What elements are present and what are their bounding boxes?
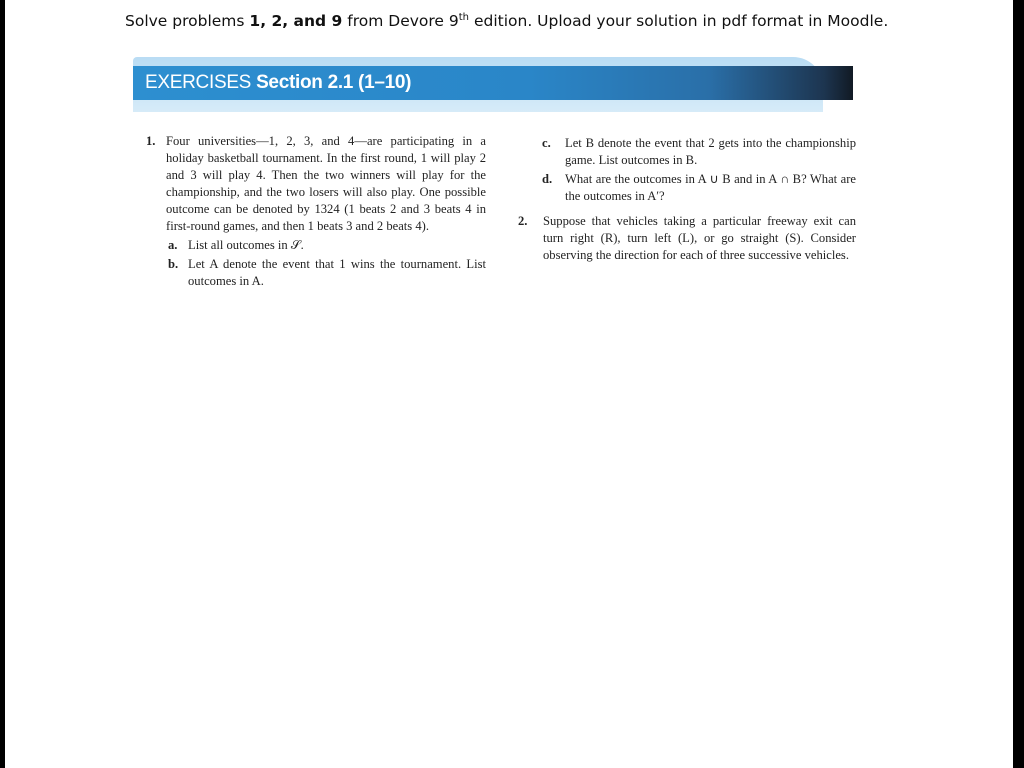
banner-exercises: EXERCISES — [145, 72, 252, 93]
part-c-text: Let B denote the event that 2 gets into the championship game. List outcomes in B. — [565, 136, 856, 167]
left-column — [146, 133, 486, 290]
spacer — [518, 205, 856, 213]
part-b-label: b. — [168, 257, 179, 271]
banner-section: Section 2.1 (1–10) — [256, 72, 412, 93]
problem-1 — [146, 133, 486, 235]
part-a-text: List all outcomes in 𝒮. — [188, 238, 304, 252]
right-column — [518, 133, 856, 264]
banner-title — [145, 72, 411, 94]
problem-1-part-d — [518, 171, 856, 205]
part-d-label: d. — [542, 172, 553, 186]
instruction-text-edition: from Devore 9 — [342, 12, 459, 31]
problem-1-part-b — [146, 256, 486, 290]
document-page — [5, 0, 1013, 768]
part-c-label: c. — [542, 136, 551, 150]
instruction-text: Solve problems — [125, 12, 250, 31]
problem-2-number: 2. — [518, 214, 528, 228]
problem-1-text: Four universities—1, 2, 3, and 4—are participating in a holiday basketball tournament. In the first round, 1 will play 2 and 3 will play 4. Then the two winners will play for the championship, and the two losers will also play. One possible outcome can be denoted by 1324 (1 beats 2 and 3 beats 4 in first-round games, and then 1 beats 3 and 2 beats 4). — [166, 134, 486, 233]
assignment-instruction — [125, 12, 888, 30]
part-d-text: What are the outcomes in A ∪ B and in A ∩ B? What are the outcomes in A′? — [565, 172, 856, 203]
instruction-superscript: th — [458, 12, 470, 23]
part-a-label: a. — [168, 238, 178, 252]
instruction-problems: 1, 2, and 9 — [249, 12, 343, 31]
problem-1-part-a — [146, 237, 486, 254]
problem-1-number: 1. — [146, 134, 156, 148]
problem-1-part-c — [518, 135, 856, 169]
instruction-text-upload: edition. Upload your solution in pdf format in Moodle. — [469, 12, 889, 31]
problem-2 — [518, 213, 856, 264]
part-b-text: Let A denote the event that 1 wins the tournament. List outcomes in A. — [188, 257, 486, 288]
problem-2-text: Suppose that vehicles taking a particular freeway exit can turn right (R), turn left (L), or go straight (S). Consider observing the direction for each of three successive vehicles. — [543, 214, 856, 262]
section-banner — [133, 66, 853, 100]
